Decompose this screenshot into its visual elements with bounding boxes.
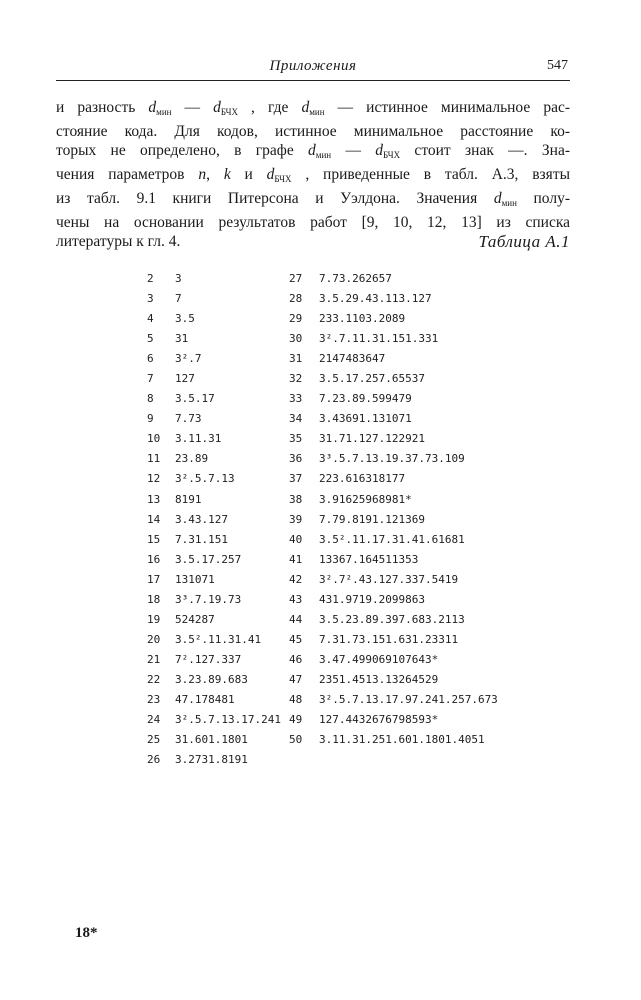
row-number: 7 [147,372,154,386]
row-number: 49 [289,713,303,727]
header-title: Приложения [269,58,357,74]
factorization: 3 [175,272,182,285]
paragraph-text: БЧХ [274,174,292,184]
factorization: 431.9719.2099863 [319,592,425,606]
factorization: 47.178481 [175,692,235,706]
row-number: 9 [147,412,154,426]
row-number: 17 [147,572,161,586]
row-number: 21 [147,652,161,666]
factorization: 3.5².11.17.31.41.61681 [319,532,465,546]
paragraph-text: , приведенные в табл. А.3, взяты [291,166,571,183]
row-number: 10 [147,432,161,446]
paragraph-text: d [308,142,316,159]
row-number: 31 [289,352,303,366]
factorization: 131071 [175,572,215,586]
factorization: 3.43691.131071 [319,412,412,426]
row-number: 35 [289,432,303,446]
row-number: 34 [289,412,303,426]
paragraph-text: d [148,99,157,116]
factorization: 3³.7.19.73 [175,592,242,606]
factorization: 3.5.17.257 [175,552,242,566]
factorization: 3³.5.7.13.19.37.73.109 [319,452,465,466]
row-number: 42 [289,572,303,586]
paragraph-line [56,141,570,165]
paragraph-line [56,189,570,213]
factorization: 3².7².43.127.337.5419 [319,572,459,586]
paragraph-text: — истинное минимальное рас- [324,99,571,116]
paragraph-text: мин [315,150,332,160]
row-number: 23 [147,692,161,706]
factorization: 223.616318177 [319,472,406,486]
paragraph-text: d [213,99,221,116]
factorization: 7.73 [175,412,202,426]
row-number: 12 [147,472,161,486]
paragraph-text: n [198,166,207,183]
row-number: 30 [289,332,303,346]
paragraph-text: k [223,166,231,183]
paragraph-text: , [206,166,224,183]
row-number: 32 [289,372,303,386]
factorization: 3.11.31.251.601.1801.4051 [319,733,485,747]
paragraph-text: d [375,142,384,159]
factorization: 3.47.499069107643* [319,652,439,666]
row-number: 13 [147,492,161,506]
factorization: 3.5.17.257.65537 [319,372,425,386]
row-number: 44 [289,612,303,626]
paragraph-text: торых не определено, в графе [56,142,309,159]
row-number: 24 [147,713,161,727]
factorization: 31.71.127.122921 [319,432,425,446]
paragraph-text: d [301,99,310,116]
row-number: 22 [147,672,161,686]
factorization: 13367.164511353 [319,552,419,566]
factorization: 3².7.11.31.151.331 [319,332,439,346]
page-number: 547 [547,58,568,73]
row-number: 43 [289,592,303,606]
row-number: 8 [147,392,154,406]
row-number: 15 [147,532,161,546]
row-number: 11 [147,452,161,466]
row-number: 36 [289,452,303,466]
factorization: 3².5.7.13.17.97.241.257.673 [319,692,498,706]
paragraph-text: мин [309,107,325,117]
row-number: 25 [147,733,161,747]
factorization: 3.23.89.683 [175,672,248,686]
factorization: 31 [175,332,189,346]
factorization: 2351.4513.13264529 [319,672,439,686]
row-number: 40 [289,532,303,546]
paragraph-line [56,213,570,232]
row-number: 16 [147,552,161,566]
paragraph-text: чения параметров [56,166,199,183]
factorization: 3.5².11.31.41 [175,632,262,646]
paragraph-text: БЧХ [220,107,238,117]
row-number: 29 [289,312,303,326]
factorization: 7.23.89.599479 [319,392,412,406]
row-number: 48 [289,692,303,706]
factorization: 127 [175,372,195,386]
row-number: 33 [289,392,303,406]
row-number: 20 [147,632,161,646]
factorization: 3.5.23.89.397.683.2113 [319,612,465,626]
factorization: 7².127.337 [175,652,242,666]
factorization: 3.11.31 [175,432,222,446]
paragraph-text: d [493,190,502,207]
body-paragraph [56,98,570,251]
paragraph-text: литературы к гл. 4. [56,233,181,250]
factorization: 3².5.7.13 [175,472,235,486]
running-header [56,58,570,81]
paragraph-text: чены на основании результатов работ [9, 10, 12, 13] из списка [56,214,570,231]
factorization: 3.5.29.43.113.127 [319,292,432,306]
paragraph-text: , где [237,99,302,116]
paragraph-text: стояние кода. Для кодов, истинное минимальное расстояние ко- [56,123,570,140]
paragraph-text: d [266,166,275,183]
factorization: 23.89 [175,452,209,466]
paragraph-line [56,165,570,189]
row-number: 41 [289,552,303,566]
paragraph-text: и [230,166,267,183]
signature-mark: 18* [75,925,98,941]
row-number: 45 [289,632,303,646]
row-number: 39 [289,512,303,526]
factorization: 3.5.17 [175,392,215,406]
paragraph-text: из табл. 9.1 книги Питерсона и Уэлдона. Значения [56,190,494,207]
row-number: 19 [147,612,161,626]
factorization: 3.43.127 [175,512,228,526]
row-number: 50 [289,733,303,747]
row-number: 26 [147,753,161,767]
row-number: 14 [147,512,161,526]
paragraph-text: — [171,99,214,116]
factorization: 3².7 [175,352,202,366]
factorization: 7.31.73.151.631.23311 [319,632,459,646]
row-number: 4 [147,312,154,326]
factorization: 3.91625968981* [319,492,412,506]
row-number: 6 [147,352,154,366]
row-number: 37 [289,472,303,486]
factorization: 7.73.262657 [319,272,392,285]
paragraph-text: — [331,142,376,159]
row-number: 2 [147,272,154,285]
paragraph-text: БЧХ [383,150,401,160]
paragraph-text: полу- [516,190,570,207]
factorization: 524287 [175,612,215,626]
factorization: 233.1103.2089 [319,312,406,326]
paragraph-text: мин [501,198,517,208]
paragraph-text: и разность [56,99,149,116]
row-number: 27 [289,272,303,285]
factorization: 3.5 [175,312,195,326]
factorization: 7 [175,292,182,306]
factorization: 3².5.7.13.17.241 [175,713,281,727]
factorization: 7.31.151 [175,532,228,546]
paragraph-text: стоит знак —. Зна- [400,142,570,159]
row-number: 47 [289,672,303,686]
paragraph-line [56,98,570,122]
row-number: 3 [147,292,154,306]
row-number: 28 [289,292,303,306]
paragraph-text: мин [156,107,172,117]
factorization: 31.601.1801 [175,733,248,747]
factorization: 127.4432676798593* [319,713,439,727]
factorization: 2147483647 [319,352,386,366]
row-number: 46 [289,652,303,666]
paragraph-line [56,122,570,141]
factorization: 8191 [175,492,202,506]
factorization: 3.2731.8191 [175,753,248,767]
table-caption: Таблица А.1 [478,232,570,251]
row-number: 38 [289,492,303,506]
row-number: 5 [147,332,154,346]
factorization: 7.79.8191.121369 [319,512,425,526]
row-number: 18 [147,592,161,606]
